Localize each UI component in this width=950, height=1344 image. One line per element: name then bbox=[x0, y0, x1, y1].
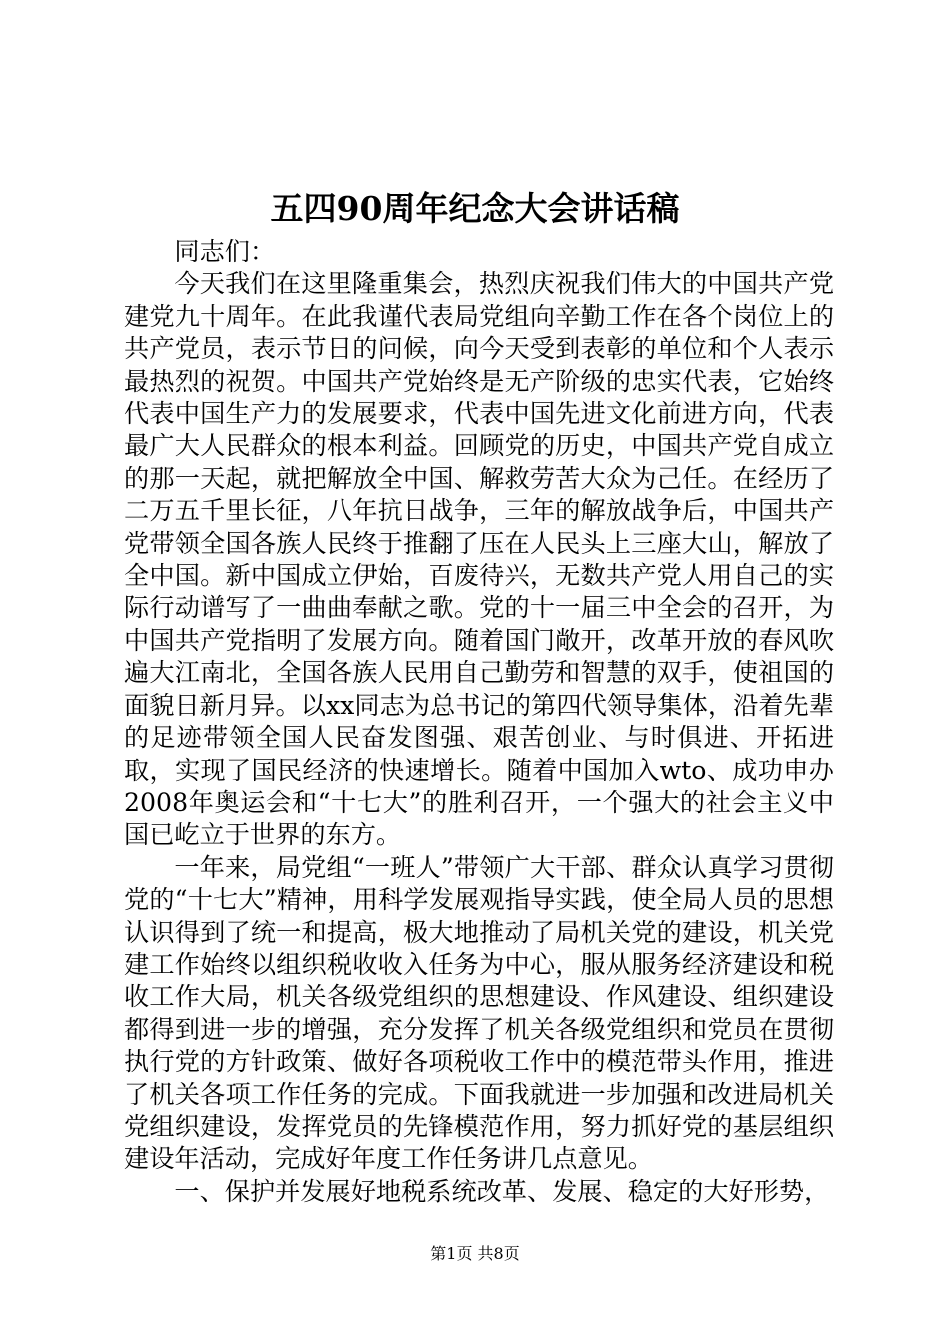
paragraph-3: 一、保护并发展好地税系统改革、发展、稳定的大好形势， bbox=[174, 1176, 830, 1206]
salutation: 同志们： bbox=[174, 237, 276, 266]
document-title: 五四90周年纪念大会讲话稿 bbox=[270, 189, 680, 228]
paragraph-1: 今天我们在这里隆重集会，热烈庆祝我们伟大的中国共产党建党九十周年。在此我谨代表局党组向辛勤工作在各个岗位上的共产党员，表示节日的问候，向今天受到表彰的单位和个人表示最热烈的祝贺。中国共产党始终是无产阶级的忠实代表，它始终代表中国生产力的发展要求，代表中国先进文化前进方向，代表最广大人民群众的根本利益。回顾党的历史，中国共产党自成立的那一天起，就把解放全中国、解救劳苦大众为己任。在经历了二万五千里长征，八年抗日战争，三年的解放战争后，中国共产党带领全国各族人民终于推翻了压在人民头上三座大山，解放了全中国。新中国成立伊始，百废待兴，无数共产党人用自己的实际行动谱写了一曲曲奉献之歌。党的十一届三中全会的召开，为中国共产党指明了发展方向。随着国门敞开，改革开放的春风吹遍大江南北，全国各族人民用自己勤劳和智慧的双手，使祖国的面貌日新月异。以xx同志为总书记的第四代领导集体，沿着先辈的足迹带领全国人民奋发图强、艰苦创业、与时俱进、开拓进取，实现了国民经济的快速增长。随着中国加入wto、成功申办2008年奥运会和“十七大”的胜利召开，一个强大的社会主义中国已屹立于世界的东方。 bbox=[124, 269, 834, 850]
page-number-footer: 第1页 共8页 bbox=[430, 1244, 520, 1263]
document-body bbox=[124, 236, 834, 1208]
paragraph-2: 一年来，局党组“一班人”带领广大干部、群众认真学习贯彻党的“十七大”精神，用科学发展观指导实践，使全局人员的思想认识得到了统一和提高，极大地推动了局机关党的建设，机关党建工作始终以组织税收收入任务为中心，服从服务经济建设和税收工作大局，机关各级党组织的思想建设、作风建设、组织建设都得到进一步的增强，充分发挥了机关各级党组织和党员在贯彻执行党的方针政策、做好各项税收工作中的模范带头作用，推进了机关各项工作任务的完成。下面我就进一步加强和改进局机关党组织建设，发挥党员的先锋模范作用，努力抓好党的基层组织建设年活动，完成好年度工作任务讲几点意见。 bbox=[124, 852, 834, 1174]
